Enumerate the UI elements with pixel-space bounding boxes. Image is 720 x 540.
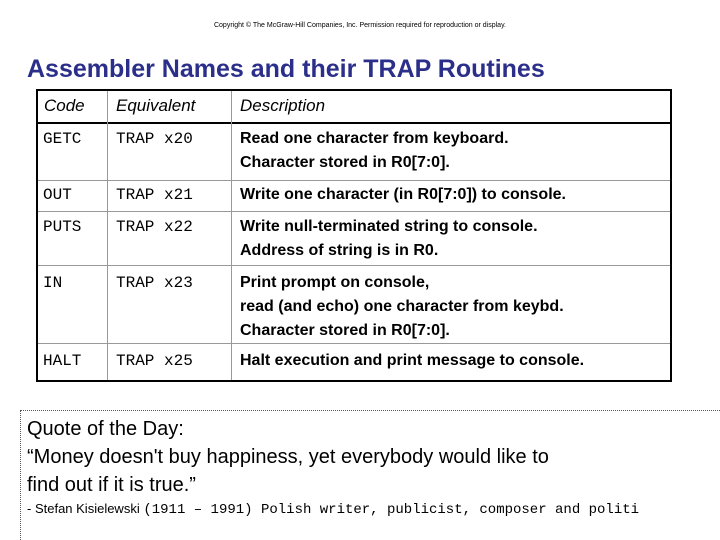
row-divider	[38, 265, 670, 266]
row-equivalent: TRAP x23	[116, 274, 193, 292]
row-divider	[38, 180, 670, 181]
header-code: Code	[44, 96, 85, 115]
row-equivalent: TRAP x20	[116, 130, 193, 148]
header-equivalent: Equivalent	[116, 96, 196, 115]
row-code: OUT	[43, 186, 72, 204]
quote-attribution	[27, 501, 639, 518]
row-code: PUTS	[43, 218, 82, 236]
slide-title: Assembler Names and their TRAP Routines	[27, 55, 545, 83]
quote-author: - Stefan Kisielewski	[27, 501, 140, 516]
row-equivalent: TRAP x21	[116, 186, 193, 204]
row-code: GETC	[43, 130, 82, 148]
quote-text: “Money doesn't buy happiness, yet everybody would like to	[27, 446, 549, 468]
column-divider	[231, 91, 232, 380]
row-code: HALT	[43, 352, 82, 370]
row-divider	[38, 343, 670, 344]
quote-heading: Quote of the Day:	[27, 418, 184, 440]
row-code: IN	[43, 274, 63, 292]
copyright-notice: Copyright © The McGraw-Hill Companies, Inc. Permission required for reproduction or display.	[213, 22, 506, 29]
row-description: Read one character from keyboard. Character stored in R0[7:0].	[240, 130, 509, 171]
row-equivalent: TRAP x25	[116, 352, 193, 370]
column-divider	[107, 91, 108, 380]
quote-of-the-day-box	[20, 410, 720, 540]
trap-routines-table	[36, 89, 672, 382]
row-description: Write null-terminated string to console. Address of string is in R0.	[240, 218, 538, 259]
row-description: Halt execution and print message to console.	[240, 352, 585, 369]
quote-text: find out if it is true.”	[27, 474, 196, 496]
header-description: Description	[240, 96, 326, 115]
row-description: Write one character (in R0[7:0]) to console.	[240, 186, 566, 203]
quote-author-detail: (1911 – 1991) Polish writer, publicist, composer and politi	[143, 502, 640, 518]
row-divider	[38, 211, 670, 212]
row-equivalent: TRAP x22	[116, 218, 193, 236]
table-header-row	[38, 91, 670, 124]
row-description: Print prompt on console, read (and echo) one character from keybd. Character stored in R0[7:0].	[240, 274, 564, 339]
